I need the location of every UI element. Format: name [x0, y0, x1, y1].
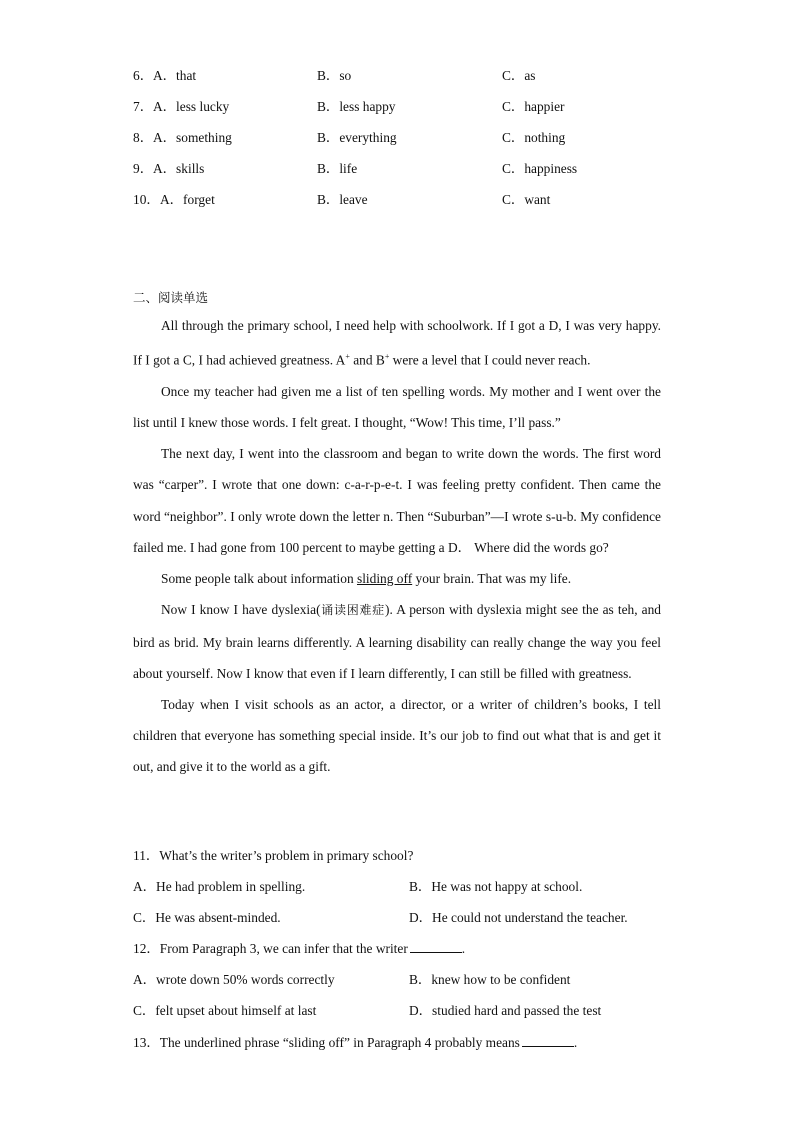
option-b: B．less happy	[317, 99, 396, 114]
item-number: 7．	[133, 99, 154, 114]
option-a: A．He had problem in spelling.	[133, 879, 306, 894]
text: All through the primary school, I need help with schoolwork. If I got a D, I was very happy. If I got a C, I had achieved greatness. A	[133, 318, 661, 368]
text: your brain. That was my life.	[412, 571, 572, 587]
section-title: 二、阅读单选	[133, 290, 209, 305]
answer-blank	[410, 939, 462, 953]
option-b: B．life	[317, 161, 358, 176]
chinese-gloss: 诵读困难症	[320, 603, 386, 618]
option-a: A．wrote down 50% words correctly	[133, 972, 335, 987]
superscript: +	[384, 352, 390, 362]
option-c: C．felt upset about himself at last	[133, 1003, 317, 1018]
underlined-phrase: sliding off	[356, 571, 413, 587]
answer-blank	[522, 1033, 574, 1047]
stem-text: 13．The underlined phrase “sliding off” in Paragraph 4 probably means	[133, 1035, 520, 1050]
option-b: B．He was not happy at school.	[409, 879, 583, 894]
paragraph-3: The next day, I went into the classroom and began to write down the words. The first word was “carper”. I wrote that one down: c-a-r-p-e-t. I was feeling pretty confident. Then came the word “neighbor”. I only wrote down the letter n. Then “Suburban”—I wrote s-u-b. My confidence failed me. I had gone from 100 percent to maybe getting a D． Where did the words go?	[133, 446, 661, 555]
option-a: A．less lucky	[153, 99, 230, 114]
option-c: C．want	[502, 192, 551, 207]
option-b: B．leave	[317, 192, 368, 207]
question-11-stem: 11．What’s the writer’s problem in primary school?	[133, 848, 414, 863]
paragraph-2: Once my teacher had given me a list of ten spelling words. My mother and I went over the list until I knew those words. I felt great. I thought, “Wow! This time, I’ll pass.”	[133, 383, 661, 431]
option-c: C．happier	[502, 99, 565, 114]
item-number: 6．	[133, 68, 154, 83]
text: and B	[349, 352, 385, 368]
paragraph-6: Today when I visit schools as an actor, a director, or a writer of children’s books, I tell children that everyone has something special inside. It’s our job to find out what that is and get it out, and give it to the world as a gift.	[133, 696, 661, 775]
option-d: D．studied hard and passed the test	[409, 1003, 602, 1018]
choice-row-6	[133, 66, 693, 86]
question-13-stem	[133, 1033, 673, 1053]
option-a: A．something	[153, 130, 232, 145]
option-b: B．knew how to be confident	[409, 972, 571, 987]
choice-row-10	[133, 190, 693, 210]
text: ). A person with dyslexia might see the as teh, and bird as brid. My brain learns differently. A learning disability can really change the way you feel about yourself. Now I know that even if I learn differently, I can still be filled with greatness.	[133, 602, 661, 681]
stem-end: .	[573, 1035, 578, 1050]
option-c: C．nothing	[502, 130, 566, 145]
question-12-options-row-2	[133, 1001, 693, 1021]
text: were a level that I could never reach.	[389, 352, 591, 368]
stem-end: .	[461, 941, 466, 956]
choice-row-9	[133, 159, 693, 179]
option-b: B．so	[317, 68, 352, 83]
text: Some people talk about information	[161, 571, 357, 587]
option-a: A．forget	[160, 192, 215, 207]
choice-row-8	[133, 128, 693, 148]
choice-row-7	[133, 97, 693, 117]
question-11-options-row-1	[133, 877, 693, 897]
stem-text: 12．From Paragraph 3, we can infer that the writer	[133, 941, 408, 956]
superscript: +	[345, 352, 350, 362]
option-c: C．as	[502, 68, 536, 83]
item-number: 8．	[133, 130, 154, 145]
option-b: B．everything	[317, 130, 397, 145]
option-c: C．He was absent-minded.	[133, 910, 281, 925]
paragraph-4	[133, 563, 661, 594]
question-11-options-row-2	[133, 908, 693, 928]
item-number: 9．	[133, 161, 154, 176]
option-d: D．He could not understand the teacher.	[409, 910, 628, 925]
option-a: A．skills	[153, 161, 205, 176]
question-12-options-row-1	[133, 970, 693, 990]
question-12-stem	[133, 939, 673, 959]
paragraph-1	[133, 310, 661, 376]
item-number: 10．	[133, 192, 160, 207]
option-c: C．happiness	[502, 161, 578, 176]
paragraph-5	[133, 594, 661, 689]
option-a: A．that	[153, 68, 197, 83]
reading-passage	[133, 310, 661, 783]
text: Now I know I have dyslexia(	[161, 602, 321, 618]
